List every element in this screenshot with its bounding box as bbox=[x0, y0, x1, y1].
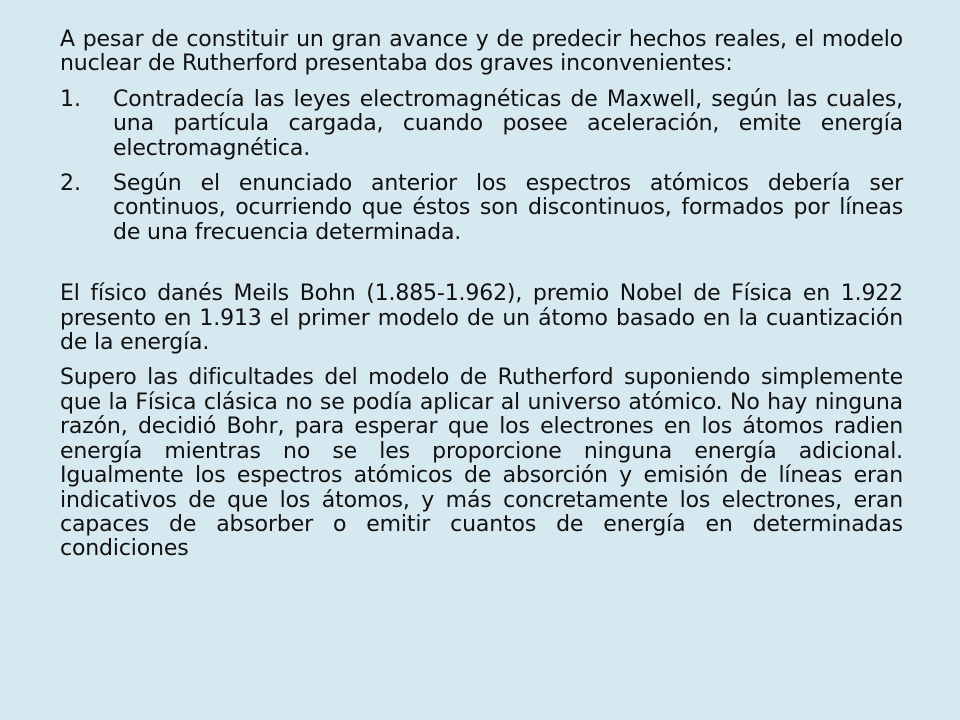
list-item-number: 1. bbox=[60, 86, 81, 112]
final-paragraph: Supero las dificultades del modelo de Rutherford suponiendo simplemente que la Física clásica no se podía aplicar al universo atómico. No hay ninguna razón, decidió Bohr, para esperar que los electrones en los átomos radien energía mientras no se les proporcione ninguna energía adicional. Igualmente los espectros atómicos de absorción y emisión de líneas eran indicativos de que los átomos, y más concretamente los electrones, eran capaces de absorber o emitir cuantos de energía en determinadas condiciones bbox=[60, 365, 903, 562]
intro-paragraph: A pesar de constituir un gran avance y de predecir hechos reales, el modelo nuclear de Rutherford presentaba dos graves inconvenientes: bbox=[60, 27, 903, 77]
bohr-paragraph: El físico danés Meils Bohn (1.885-1.962), premio Nobel de Física en 1.922 presento en 1.913 el primer modelo de un átomo basado en la cuantización de la energía. bbox=[60, 281, 903, 356]
inconvenientes-list bbox=[60, 88, 903, 245]
list-item-text: Contradecía las leyes electromagnéticas de Maxwell, según las cuales, una partícula cargada, cuando posee aceleración, emite energía electromagnética. bbox=[113, 86, 903, 161]
list-item-text: Según el enunciado anterior los espectros atómicos debería ser continuos, ocurriendo que éstos son discontinuos, formados por líneas de una frecuencia determinada. bbox=[113, 171, 903, 245]
spacer bbox=[60, 256, 903, 282]
list-item bbox=[60, 172, 903, 245]
list-item-number: 2. bbox=[60, 171, 81, 197]
list-item bbox=[60, 88, 903, 161]
